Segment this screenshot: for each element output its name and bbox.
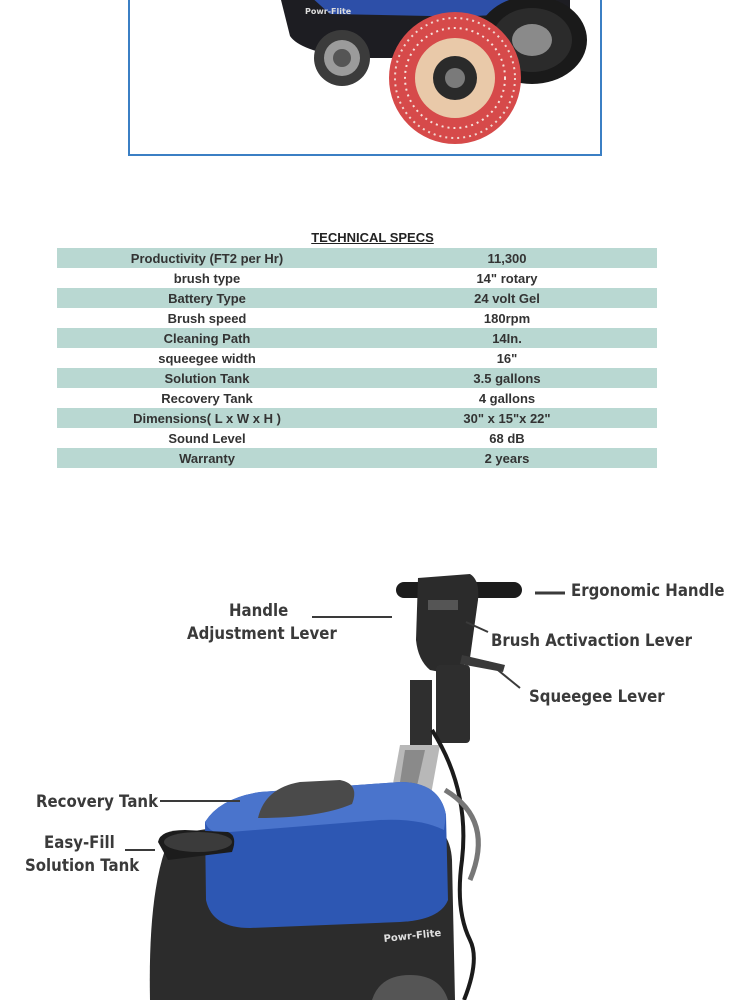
spec-row <box>57 388 657 408</box>
callout-easy-fill-line2: Solution Tank <box>25 856 140 876</box>
body-brand-label: Powr-Flite <box>383 928 442 945</box>
annotated-scrubber-diagram <box>0 560 745 1000</box>
callout-easy-fill-line1: Easy-Fill <box>44 833 115 853</box>
spec-row <box>57 428 657 448</box>
spec-value: 180rpm <box>483 310 531 326</box>
callout-recovery-tank: Recovery Tank <box>36 792 159 812</box>
spec-label: Productivity (FT2 per Hr) <box>130 250 284 266</box>
spec-value: 4 gallons <box>478 390 536 406</box>
callout-ergonomic-handle: Ergonomic Handle <box>571 581 725 601</box>
scrubber-illustration <box>0 560 745 1000</box>
callout-handle-line2: Adjustment Lever <box>187 624 337 644</box>
spec-row <box>57 308 657 328</box>
spec-value: 3.5 gallons <box>473 370 541 386</box>
spec-row <box>57 248 657 268</box>
callout-squeegee-lever: Squeegee Lever <box>529 687 665 707</box>
spec-label: Recovery Tank <box>161 390 253 406</box>
callout-brush-activation: Brush Activaction Lever <box>491 631 693 651</box>
spec-value: 14In. <box>492 330 522 346</box>
spec-row <box>57 328 657 348</box>
specs-title: TECHNICAL SPECS <box>311 230 434 245</box>
spec-label: Cleaning Path <box>163 330 251 346</box>
spec-label: Dimensions( L x W x H ) <box>133 410 281 426</box>
base-brand-label: Powr-Flite <box>305 7 352 16</box>
spec-row <box>57 368 657 388</box>
spec-value: 24 volt Gel <box>474 290 540 306</box>
spec-value: 2 years <box>484 450 530 466</box>
specs-table <box>57 248 657 468</box>
spec-row <box>57 288 657 308</box>
spec-value: 11,300 <box>487 250 527 266</box>
callout-handle-line1: Handle <box>229 601 289 621</box>
spec-row <box>57 348 657 368</box>
spec-label: Warranty <box>179 450 235 466</box>
spec-value: 14" rotary <box>476 270 538 286</box>
spec-row <box>57 408 657 428</box>
spec-label: Battery Type <box>168 290 246 306</box>
spec-label: Sound Level <box>168 430 246 446</box>
spec-label: brush type <box>173 270 241 286</box>
spec-label: Brush speed <box>167 310 247 326</box>
scrubber-base-illustration <box>130 0 602 156</box>
spec-value: 16" <box>496 350 518 366</box>
spec-value: 30" x 15"x 22" <box>463 410 551 426</box>
product-photo-frame <box>128 0 602 156</box>
spec-row <box>57 268 657 288</box>
spec-label: squeegee width <box>158 350 256 366</box>
spec-row <box>57 448 657 468</box>
spec-value: 68 dB <box>489 430 525 446</box>
spec-label: Solution Tank <box>164 370 250 386</box>
